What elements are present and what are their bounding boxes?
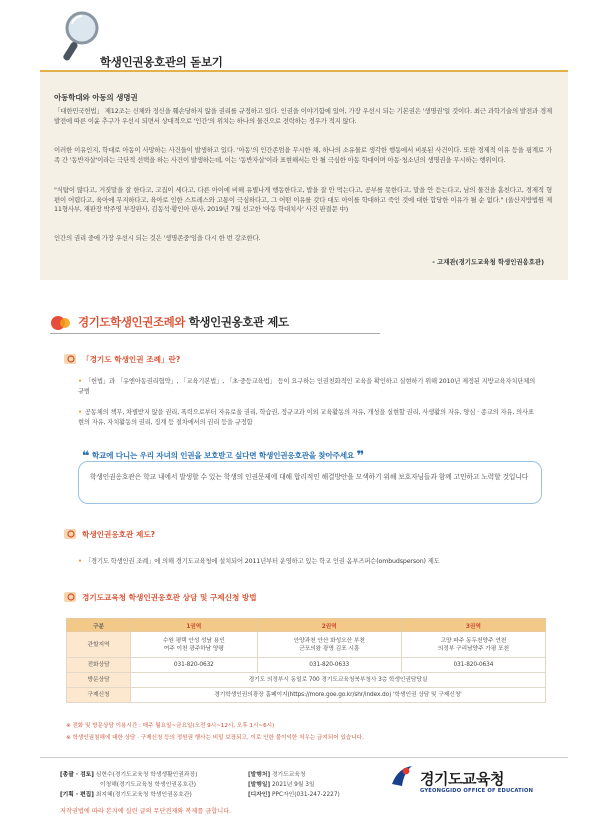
question-icon [64, 528, 78, 540]
credit-row: [총괄 · 검토] 심현수(경기도교육청 학생생활인권과장) [60, 772, 198, 778]
footer-rule [40, 757, 568, 758]
table-note: ※ 학생인권침해에 대한 상담 · 구제신청 등의 정원권 행사는 비밀 보장되고, 이로 인한 불이익한 처우는 금지되어 있습니다. [66, 735, 364, 741]
homepage-link[interactable]: 경기학생인권의광장 홈페이지(https://more.goe.go.kr/shr/index.do) '학생인권 상담 및 구제신청' [131, 688, 546, 703]
paragraph-2: 이러한 이유인지, 학대로 아동이 사망하는 사건들이 발생하고 있다. '아동'의 인간존엄을 무시한 채, 하나의 소유물로 생각한 행동에서 비롯된 사건이다. 또한 경제적 이유 등을 핑계로 가족 간 '동반자살'이라는 극단적 선택을 하는 사건이 발생하는데, 이는 '동반자살'이라 표현해서는 안 될 극심한 아동 학대이며 아동·청소년의 생명권을 무시하는 행위이다. [54, 146, 552, 164]
table-header: 3권역 [401, 619, 545, 632]
q1-bullet-2: • 공동체의 책무, 차별받지 않을 권리, 폭력으로부터 자유로울 권리, 학습권, 정규교과 이외 교육활동의 자유, 개성을 실현할 권리, 사생활의 자유, 양심 · 종교의 자유, 의사표현의 자유, 자치활동의 권리, 징계 등 절차에서의 권리 등을 규정함 [78, 409, 534, 426]
signature: - 고재관(경기도교육청 학생인권옹호관) [432, 258, 544, 266]
section-title-black: 학생인권옹호관 제도 [185, 315, 289, 329]
section-title [78, 314, 289, 330]
row-label: 구제신청 [67, 688, 131, 703]
sub-heading: 아동학대와 아동의 생명권 [54, 93, 138, 102]
top-title-rule [40, 70, 568, 72]
publisher-info [248, 770, 340, 800]
question-icon [64, 591, 78, 603]
top-panel [40, 72, 568, 280]
section-title-red: 경기도학생인권조례와 [78, 315, 186, 329]
phone-link[interactable]: 031-820-0634 [401, 658, 545, 673]
table-row [67, 658, 546, 673]
paragraph-1: 「대한민국헌법」 제12조는 신체와 정신을 훼손당하지 않을 권리를 규정하고 있다. 인권을 이야기함에 있어, 가장 우선시 되는 기본권은 '생명권'일 것이다. 최근 과학기술의 발전과 경제 발전에 따른 이윤 추구가 우선시 되면서 상대적으로 '인간'의 위치는 하나의 물건으로 전락하는 경우가 적지 않다. [54, 107, 552, 125]
bullet-dot-icon: • [78, 558, 82, 565]
q1-title: 「경기도 학생인권 조례」란? [82, 355, 181, 364]
bullet-dot-icon: • [78, 378, 82, 385]
table-header: 1권역 [131, 619, 258, 632]
credit-row: 이청해(경기도교육청 학생인권옹호관) [100, 782, 196, 788]
question-icon [64, 353, 78, 365]
pub-row: [발행일] 2021년 9월 3일 [248, 782, 315, 788]
table-header: 구분 [67, 619, 131, 632]
table-cell: 고양 파주 동두천양주 연천 의정부 구리남양주 가평 포천 [401, 632, 545, 658]
copyright-notice: 저작권법에 따라 본지에 실린 글의 무단전재와 복제를 금합니다. [60, 808, 232, 815]
table-note: ※ 전화 및 방문상담 이용시간 : 매주 월요일~금요일(오전 9시~12시, 오후 1시~6시) [66, 723, 275, 729]
logo-name: 경기도교육청 [420, 770, 504, 788]
pub-row: [발행처] 경기도교육청 [248, 772, 306, 778]
magnifier-icon [58, 8, 104, 66]
gyeonggi-logo-icon [388, 762, 416, 790]
logo-english: GYEONGGIDO OFFICE OF EDUCATION [420, 788, 534, 794]
q2-bullet: • 「경기도 학생인권 조례」에 의해 경기도교육청에 설치되어 2011년부터 운영하고 있는 학교 인권 옴부즈퍼슨(ombudsperson) 제도 [78, 558, 440, 565]
pub-row: [디자인] PPC자인(031-247-2227) [248, 792, 340, 798]
table-header: 2권역 [257, 619, 401, 632]
q1-bullet-1: • 「헌법」과 「유엔아동권리협약」, 「교육기본법」, 「초·중등교육법」 등이 요구하는 인권친화적인 교육을 확인하고 실현하기 위해 2010년 제정된 지방교육자치단체의 규범 [78, 378, 536, 395]
bullet-dot-icon: • [78, 409, 82, 416]
paragraph-3: "식탐이 많다고, 거짓말을 잘 한다고, 고집이 세다고, 다른 아이에 비해 유별나게 행동한다고, 밥을 잘 안 먹는다고, 공부를 못한다고, 말을 안 듣는다고, 남의 물건을 훔친다고, 경제적 형편이 어렵다고, 육아에 무지하다고, 육아로 인한 스트레스와 고통이 극심하다고, 그 어떤 이유를 갖다 대도 아이를 학대하고 죽인 것에 대한 합당한 이유가 될 순 없다." (울산지방법원 제11형사부, 재판장 박주영 부장판사, 김동석·황인아 판사, 2019년 7월 선고한 '아동 학대치사' 사건 판결문 中) [54, 186, 552, 214]
table-cell: 경기도 의정부시 동일로 700 경기도교육청북부청사 3층 학생인권담당실 [131, 673, 546, 688]
section-underline [50, 333, 380, 334]
phone-link[interactable]: 031-820-0633 [257, 658, 401, 673]
section-badge-icon [50, 315, 72, 331]
table-cell: 수원 평택 안성 성남 용인 여주 이천 광주하남 양평 [131, 632, 258, 658]
table-row [67, 688, 546, 703]
close-quote-icon: ❞ [356, 449, 364, 464]
q3-title: 경기도교육청 학생인권옹호관 상담 및 구제신청 방법 [82, 593, 257, 602]
credits [60, 770, 197, 800]
row-label: 관할지역 [67, 632, 131, 658]
quote-body: 학생인권옹호관은 학교 내에서 발생할 수 있는 학생의 인권문제에 대해 합리적인 해결방안을 모색하기 위해 보호자님들과 함께 고민하고 노력할 것입니다 [89, 473, 529, 481]
open-quote-icon: ❝ [82, 449, 90, 464]
table-header-row [67, 619, 546, 632]
paragraph-4: 인간의 권리 중에 가장 우선시 되는 것은 '생명존중'임을 다시 한 번 강조한다. [54, 234, 261, 242]
quote-headline-text: 학교에 다니는 우리 자녀의 인권을 보호받고 싶다면 학생인권옹호관을 찾아주세요 [91, 451, 355, 460]
table-row [67, 673, 546, 688]
phone-link[interactable]: 031-820-0632 [131, 658, 258, 673]
row-label: 전화상담 [67, 658, 131, 673]
page-title: 학생인권옹호관의 돋보기 [100, 55, 223, 69]
credit-row: [기획 · 편집] 최지혜(경기도교육청 학생인권옹호관) [60, 792, 192, 798]
row-label: 방문상담 [67, 673, 131, 688]
consult-table [66, 618, 546, 703]
q2-title: 학생인권옹호관 제도? [82, 530, 156, 539]
table-cell: 안양과천 안산 화성오산 부천 군포의왕 광명 김포 시흥 [257, 632, 401, 658]
table-row [67, 632, 546, 658]
